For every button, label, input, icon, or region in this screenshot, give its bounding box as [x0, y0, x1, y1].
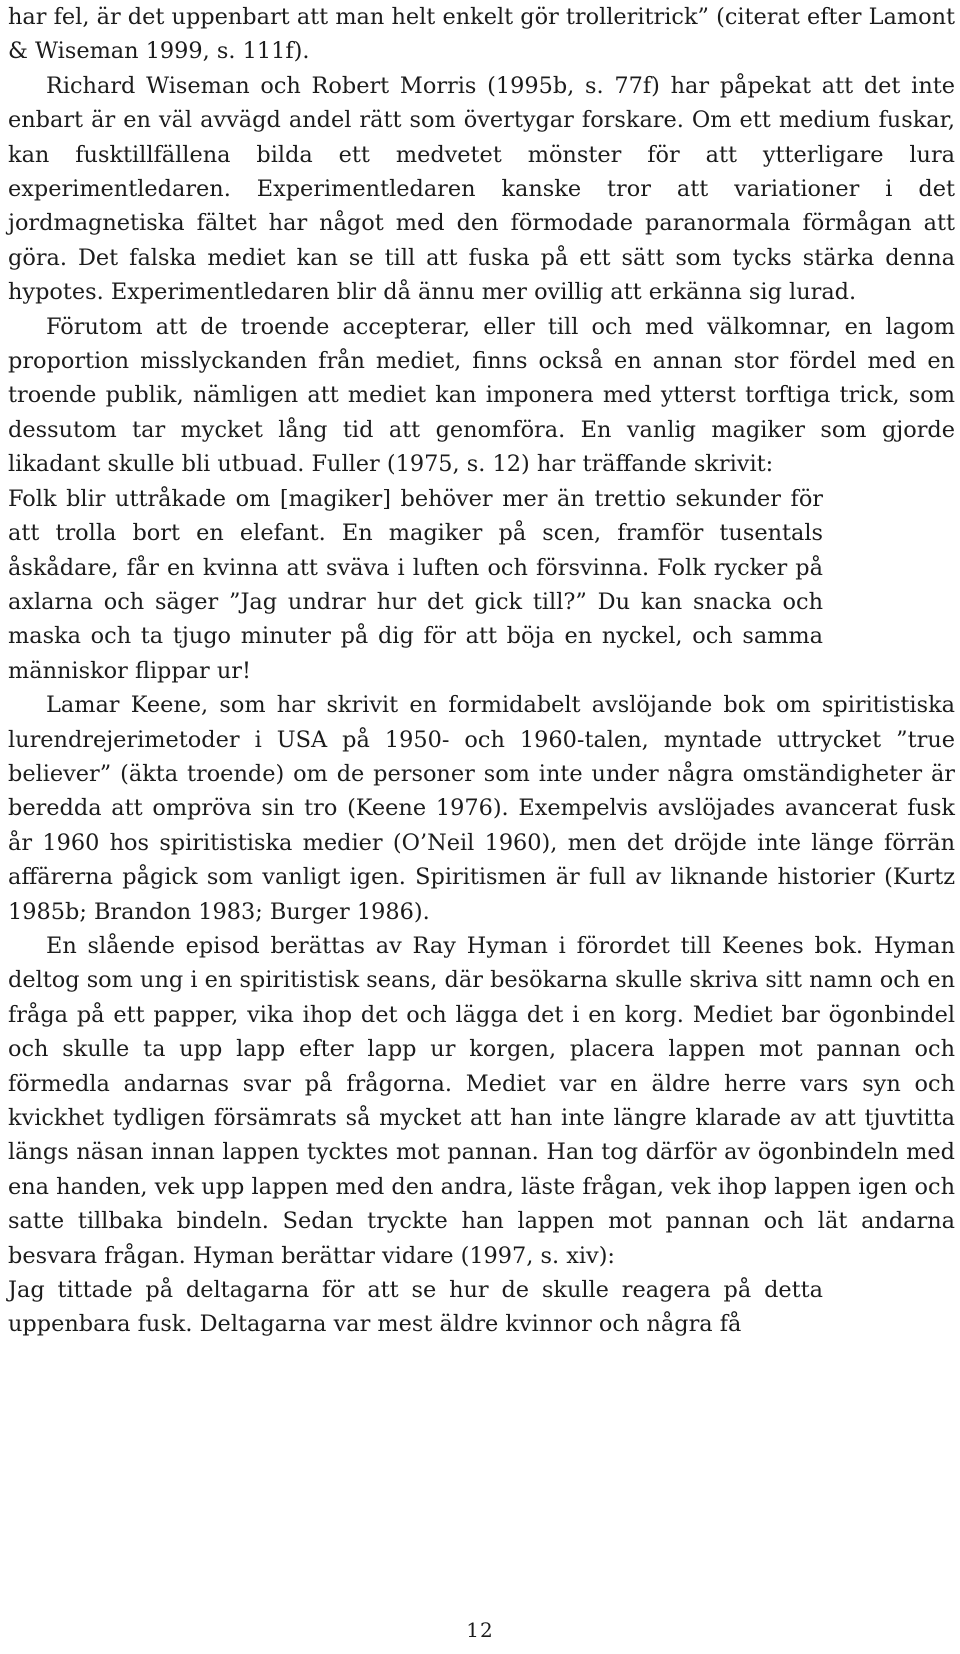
page-number: 12: [466, 1618, 494, 1642]
paragraph-ray-hyman: En slående episod berättas av Ray Hyman i förordet till Keenes bok. Hyman deltog som ung i en spiritistisk seans, där besökarna skulle skriva sitt namn och en fråga på ett papper, vika ihop det och lägga det i en korg. Mediet bar ögonbindel och skulle ta upp lapp efter lapp ur korgen, placera lappen mot pannan och förmedla andarnas svar på frågorna. Mediet var en äldre herre vars syn och kvickhet tydligen försämrats så mycket att han inte längre klarade av att tjuvtitta längs näsan innan lappen tycktes mot pannan. Han tog därför av ögonbindeln med ena handen, vek upp lappen med den andra, läste frågan, vek ihop lappen igen och satte tillbaka bindeln. Sedan tryckte han lappen mot pannan och lät andarna besvara frågan. Hyman berättar vidare (1997, s. xiv):: [8, 932, 955, 1269]
paragraph-wiseman-morris: Richard Wiseman och Robert Morris (1995b, s. 77f) har påpekat att det inte enbart är en väl avvägd andel rätt som övertygar forskare. Om ett medium fuskar, kan fusktillfällena bilda ett medvetet mönster för att ytterligare lura experimentledaren. Experimentledaren kanske tror att variationer i det jordmagnetiska fältet har något med den förmodade paranormala förmågan att göra. Det falska mediet kan se till att fuska på ett sätt som tycks stärka denna hypotes. Experimentledaren blir då ännu mer ovillig att erkänna sig lurad.: [8, 72, 955, 306]
block-quote-hyman: Jag tittade på deltagarna för att se hur de skulle reagera på detta uppenbara fusk. Deltagarna var mest äldre kvinnor och några få: [8, 1277, 823, 1338]
paragraph-continuation: har fel, är det uppenbart att man helt enkelt gör trolleritrick” (citerat efter Lamont & Wiseman 1999, s. 111f).: [8, 4, 955, 65]
paragraph-troende-publik: Förutom att de troende accepterar, eller till och med välkomnar, en lagom proportion misslyckanden från mediet, finns också en annan stor fördel med en troende publik, nämligen att mediet kan imponera med ytterst torftiga trick, som dessutom tar mycket lång tid att genomföra. En vanlig magiker som gjorde likadant skulle bli utbuad. Fuller (1975, s. 12) har träffande skrivit:: [8, 313, 955, 478]
paragraph-lamar-keene: Lamar Keene, som har skrivit en formidabelt avslöjande bok om spiritistiska lurendrejerimetoder i USA på 1950- och 1960-talen, myntade uttrycket ”true believer” (äkta troende) om de personer som inte under några omständigheter är beredda att ompröva sin tro (Keene 1976). Exempelvis avslöjades avancerat fusk år 1960 hos spiritistiska medier (O’Neil 1960), men det dröjde inte länge förrän affärerna pågick som vanligt igen. Spiritismen är full av liknande historier (Kurtz 1985b; Brandon 1983; Burger 1986).: [8, 692, 955, 925]
block-quote-fuller: Folk blir uttråkade om [magiker] behöver mer än trettio sekunder för att trolla bort en elefant. En magiker på scen, framför tusentals åskådare, får en kvinna att sväva i luften och försvinna. Folk rycker på axlarna och säger ”Jag undrar hur det gick till?” Du kan snacka och maska och ta tjugo minuter på dig för att böja en nyckel, och samma människor flippar ur!: [8, 485, 823, 684]
body-text: [8, 0, 955, 1342]
